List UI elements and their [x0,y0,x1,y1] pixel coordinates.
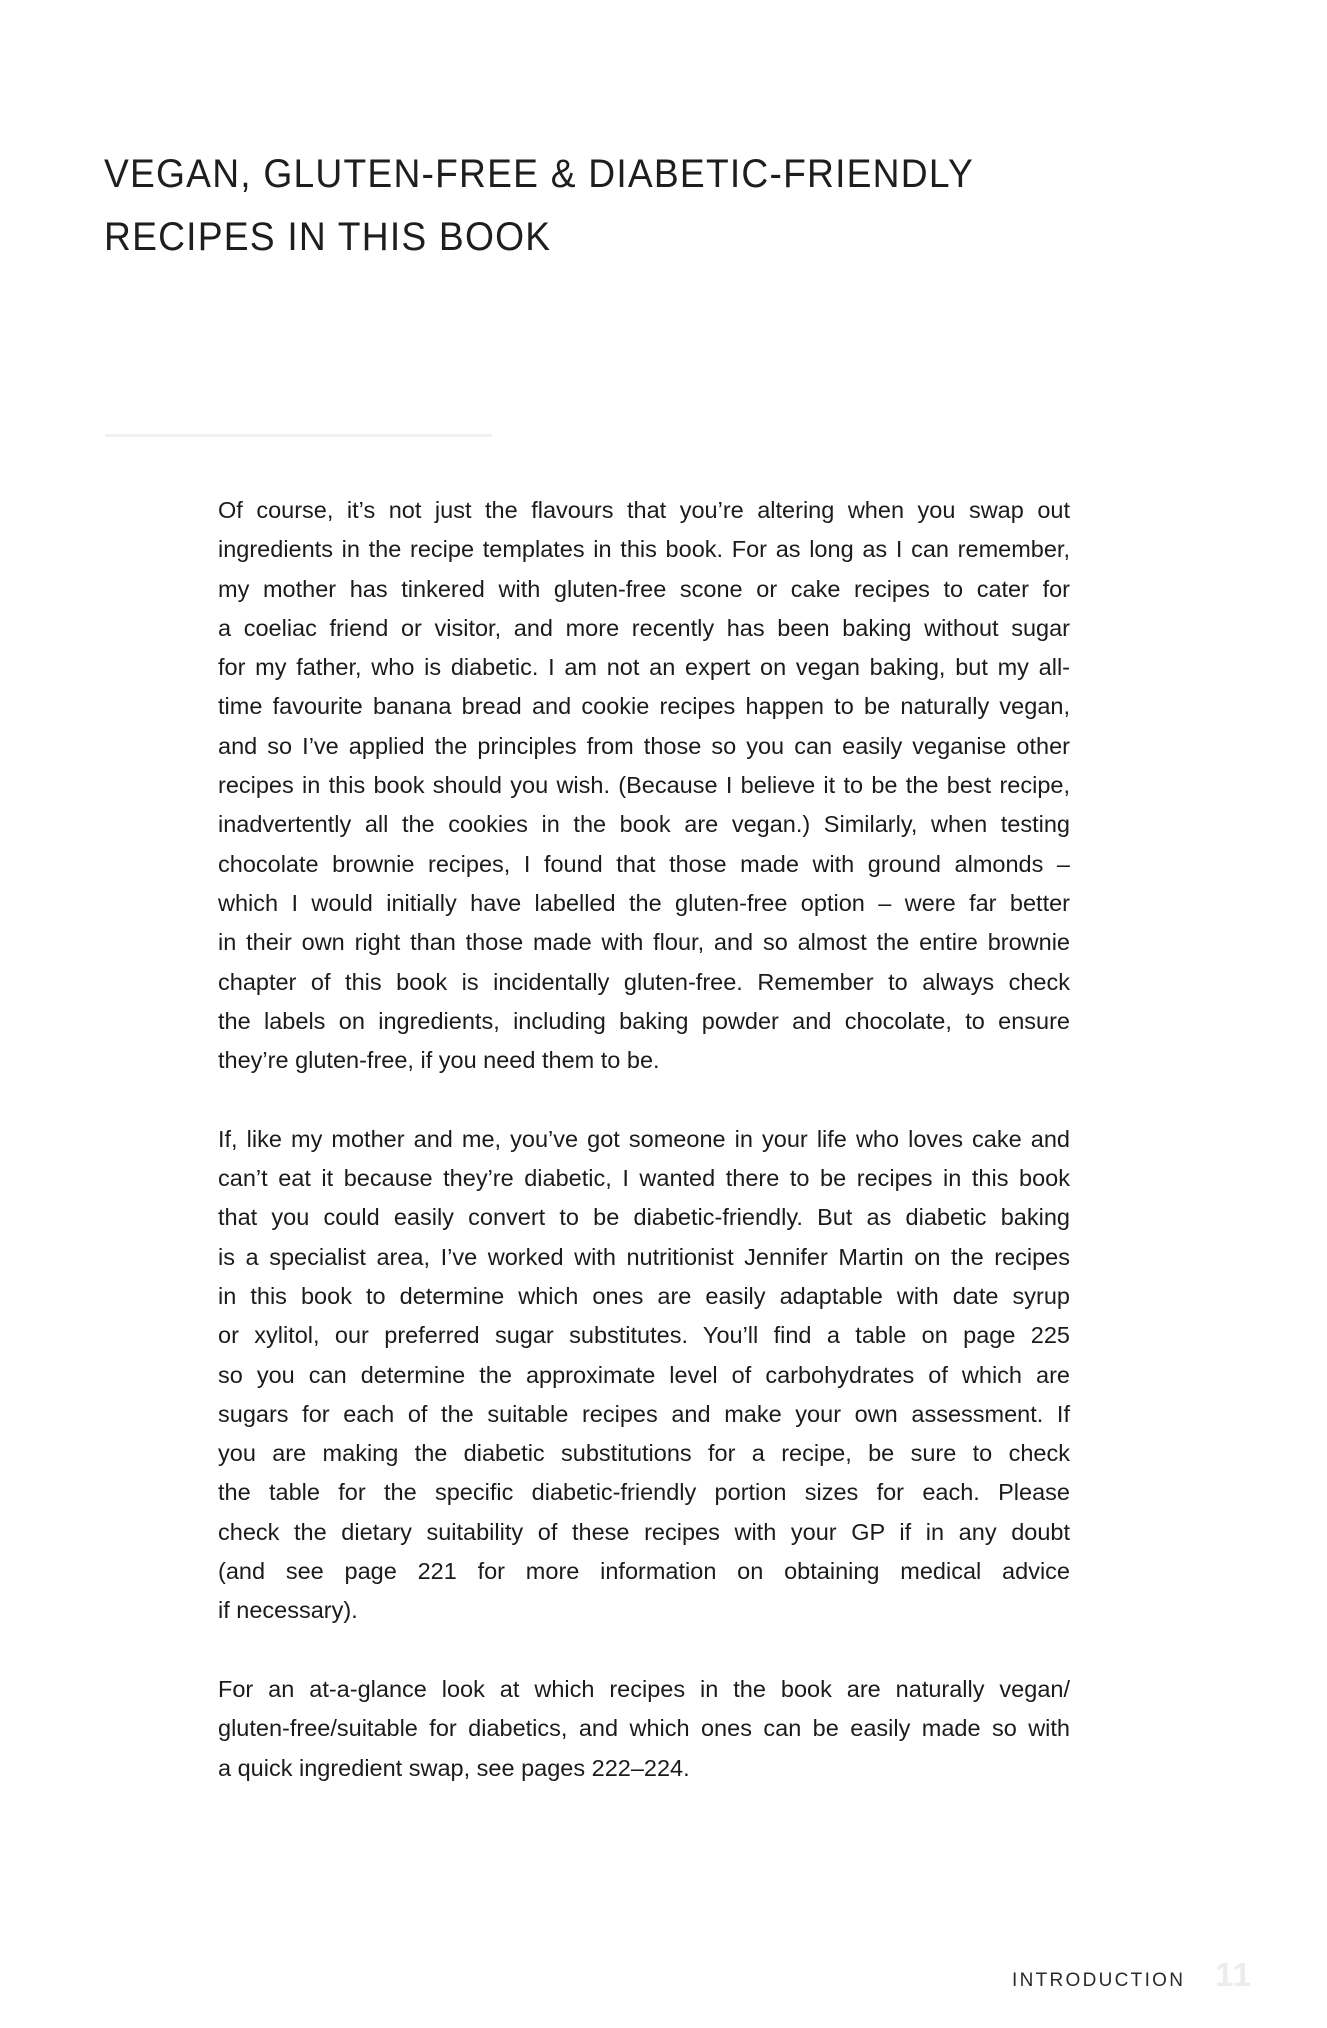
text-line [218,1041,1070,1080]
text-line [218,1434,1070,1473]
text-line-content: my mother has tinkered with gluten-free scone or cake recipes to cater for [218,575,1070,602]
text-line-content: (and see page 221 for more information on obtaining medical advice [218,1558,1070,1585]
text-line-content: the table for the specific diabetic-friendly portion sizes for each. Please [218,1479,1070,1506]
text-line [218,1120,1070,1159]
text-line-content: for my father, who is diabetic. I am not an expert on vegan baking, but my all- [218,654,1070,681]
title-line: VEGAN, GLUTEN-FREE & DIABETIC-FRIENDLY [104,152,974,196]
text-line [218,609,1070,648]
paragraph-at-a-glance [218,1670,1070,1788]
text-line-content: that you could easily convert to be diabetic-friendly. But as diabetic baking [218,1204,1070,1231]
text-line [218,1709,1070,1748]
text-line [218,570,1070,609]
text-line [218,1513,1070,1552]
text-line-content: Of course, it’s not just the flavours that you’re altering when you swap out [218,497,1070,523]
text-line-content: and so I’ve applied the principles from those so you can easily veganise other [218,732,1070,759]
text-line-content: gluten-free/suitable for diabetics, and which ones can be easily made so with [218,1715,1070,1742]
text-line [218,805,1070,844]
divider [105,434,492,437]
text-line [218,1356,1070,1395]
text-line [218,963,1070,1002]
text-line [218,1749,1070,1788]
section-label: INTRODUCTION [1012,1970,1186,1991]
text-line-content: inadvertently all the cookies in the book are vegan.) Similarly, when testing [218,811,1070,838]
text-line-content: sugars for each of the suitable recipes and make your own assessment. If [218,1400,1070,1427]
text-line [218,1552,1070,1591]
text-line-content: which I would initially have labelled the gluten-free option – were far better [218,889,1070,916]
page-footer [1012,1956,1253,1993]
text-line-content: you are making the diabetic substitutions for a recipe, be sure to check [218,1440,1070,1467]
text-line-content: For an at-a-glance look at which recipes in the book are naturally vegan/ [218,1675,1070,1702]
text-line [218,1473,1070,1512]
text-line [218,687,1070,726]
text-line-content: If, like my mother and me, you’ve got someone in your life who loves cake and [218,1125,1070,1152]
text-line [218,1002,1070,1041]
text-line [218,923,1070,962]
text-line [218,1316,1070,1355]
text-line-content: the labels on ingredients, including baking powder and chocolate, to ensure [218,1007,1070,1034]
text-line [218,845,1070,884]
text-line-content: recipes in this book should you wish. (Because I believe it to be the best recipe, [218,772,1070,799]
text-line [218,530,1070,569]
text-line-content: so you can determine the approximate level of carbohydrates of which are [218,1361,1070,1388]
text-line-content: can’t eat it because they’re diabetic, I wanted there to be recipes in this book [218,1165,1070,1192]
text-line-content: in their own right than those made with flour, and so almost the entire brownie [218,929,1070,956]
paragraph-dietary-swaps [218,491,1070,1080]
text-line-content: in this book to determine which ones are easily adaptable with date syrup [218,1282,1070,1309]
text-line [218,1591,1070,1630]
text-line-content: is a specialist area, I’ve worked with nutritionist Jennifer Martin on the recipes [218,1243,1070,1270]
page-title [104,143,1034,269]
text-line [218,1395,1070,1434]
text-line [218,1670,1070,1709]
text-line-content: check the dietary suitability of these recipes with your GP if in any doubt [218,1518,1070,1545]
title-line: RECIPES IN THIS BOOK [104,215,552,259]
text-line [218,727,1070,766]
paragraph-diabetic-friendly [218,1120,1070,1631]
text-line [218,766,1070,805]
text-line-content: chapter of this book is incidentally gluten-free. Remember to always check [218,968,1070,995]
text-line-content: time favourite banana bread and cookie recipes happen to be naturally vegan, [218,693,1070,720]
text-line-content: chocolate brownie recipes, I found that those made with ground almonds – [218,850,1070,877]
text-line-content: if necessary). [218,1597,358,1624]
text-line-content: ingredients in the recipe templates in this book. For as long as I can remember, [218,536,1070,563]
text-line [218,648,1070,687]
text-line-content: or xylitol, our preferred sugar substitutes. You’ll find a table on page 225 [218,1322,1070,1349]
body-text [218,491,1070,1827]
text-line-content: a coeliac friend or visitor, and more recently has been baking without sugar [218,614,1070,641]
text-line [218,1198,1070,1237]
text-line-content: they’re gluten-free, if you need them to be. [218,1047,660,1074]
text-line [218,884,1070,923]
text-line [218,491,1070,530]
text-line-content: a quick ingredient swap, see pages 222–224. [218,1754,690,1781]
page-number: 11 [1215,1956,1253,1993]
text-line [218,1159,1070,1198]
text-line [218,1238,1070,1277]
text-line [218,1277,1070,1316]
